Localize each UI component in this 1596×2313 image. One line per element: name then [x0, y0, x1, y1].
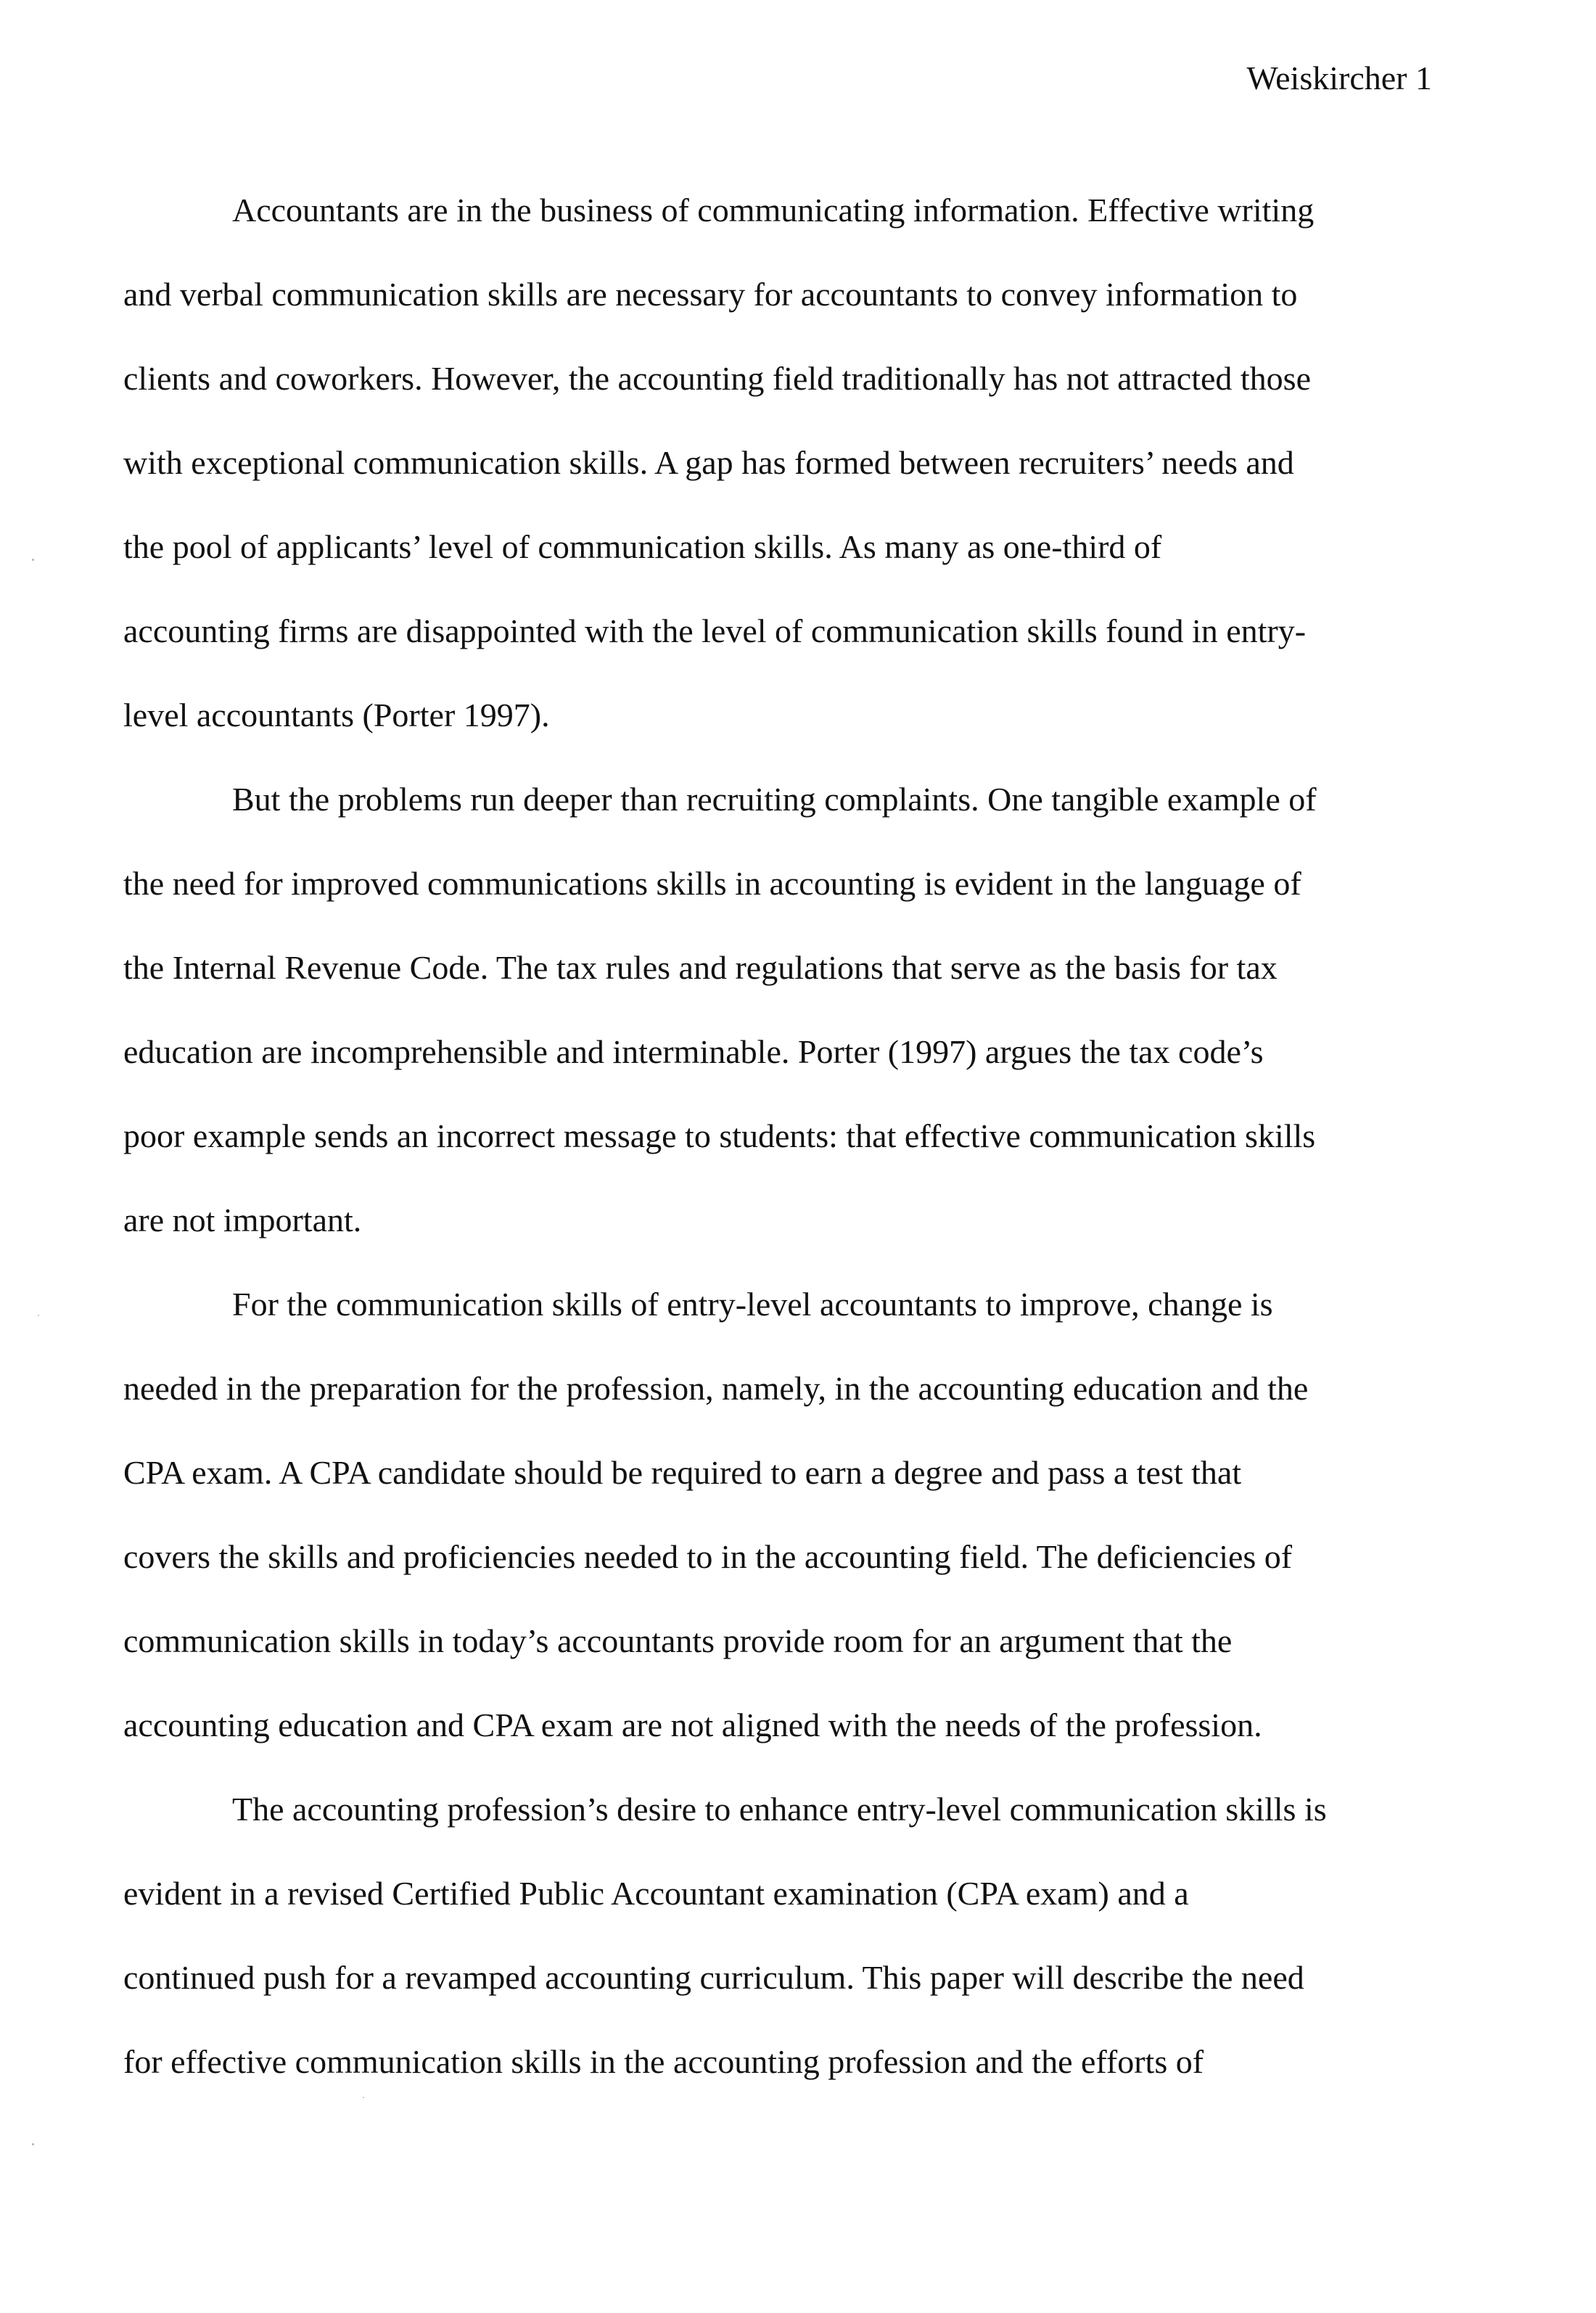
paragraph-line: continued push for a revamped accounting curriculum. This paper will describe the need [123, 1959, 1304, 1996]
paragraph-line: the need for improved communications skills in accounting is evident in the language of [123, 865, 1301, 902]
scan-speck [32, 559, 34, 561]
paragraph-line: level accountants (Porter 1997). [123, 697, 550, 734]
scan-speck [32, 2143, 34, 2145]
paragraph-line: needed in the preparation for the profession, namely, in the accounting education and the [123, 1370, 1309, 1407]
running-header: Weiskircher 1 [1246, 59, 1432, 96]
paragraph-line: accounting firms are disappointed with the level of communication skills found in entry- [123, 612, 1307, 649]
paragraph-line: and verbal communication skills are necessary for accountants to convey information to [123, 276, 1298, 313]
paragraph-line: accounting education and CPA exam are not aligned with the needs of the profession. [123, 1706, 1262, 1743]
paragraph-line: poor example sends an incorrect message to students: that effective communication skills [123, 1117, 1316, 1154]
paragraph-line: evident in a revised Certified Public Accountant examination (CPA exam) and a [123, 1875, 1189, 1912]
paragraph-line: education are incomprehensible and interminable. Porter (1997) argues the tax code’s [123, 1033, 1264, 1070]
paragraph-line: But the problems run deeper than recruiting complaints. One tangible example of [232, 781, 1317, 818]
paragraph-line: CPA exam. A CPA candidate should be required to earn a degree and pass a test that [123, 1454, 1242, 1491]
paragraph-line: the pool of applicants’ level of communication skills. As many as one-third of [123, 528, 1162, 565]
body-text [123, 168, 1436, 2104]
paragraph-2 [123, 757, 1436, 1262]
paragraph-line: covers the skills and proficiencies needed to in the accounting field. The deficiencies of [123, 1538, 1293, 1575]
paragraph-1 [123, 168, 1436, 757]
paragraph-line: are not important. [123, 1201, 362, 1238]
scan-speck [363, 2097, 364, 2098]
paragraph-line: communication skills in today’s accountants provide room for an argument that the [123, 1622, 1233, 1659]
paragraph-3 [123, 1262, 1436, 1767]
paragraph-line: For the communication skills of entry-level accountants to improve, change is [232, 1286, 1273, 1323]
scan-speck [38, 1315, 39, 1316]
paragraph-line: The accounting profession’s desire to enhance entry-level communication skills is [232, 1791, 1327, 1828]
paragraph-line: the Internal Revenue Code. The tax rules and regulations that serve as the basis for tax [123, 949, 1278, 986]
paragraph-line: clients and coworkers. However, the accounting field traditionally has not attracted those [123, 360, 1311, 397]
paragraph-line: Accountants are in the business of communicating information. Effective writing [232, 192, 1315, 229]
paragraph-4 [123, 1767, 1436, 2104]
paragraph-line: for effective communication skills in the accounting profession and the efforts of [123, 2043, 1204, 2080]
paragraph-line: with exceptional communication skills. A gap has formed between recruiters’ needs and [123, 444, 1294, 481]
